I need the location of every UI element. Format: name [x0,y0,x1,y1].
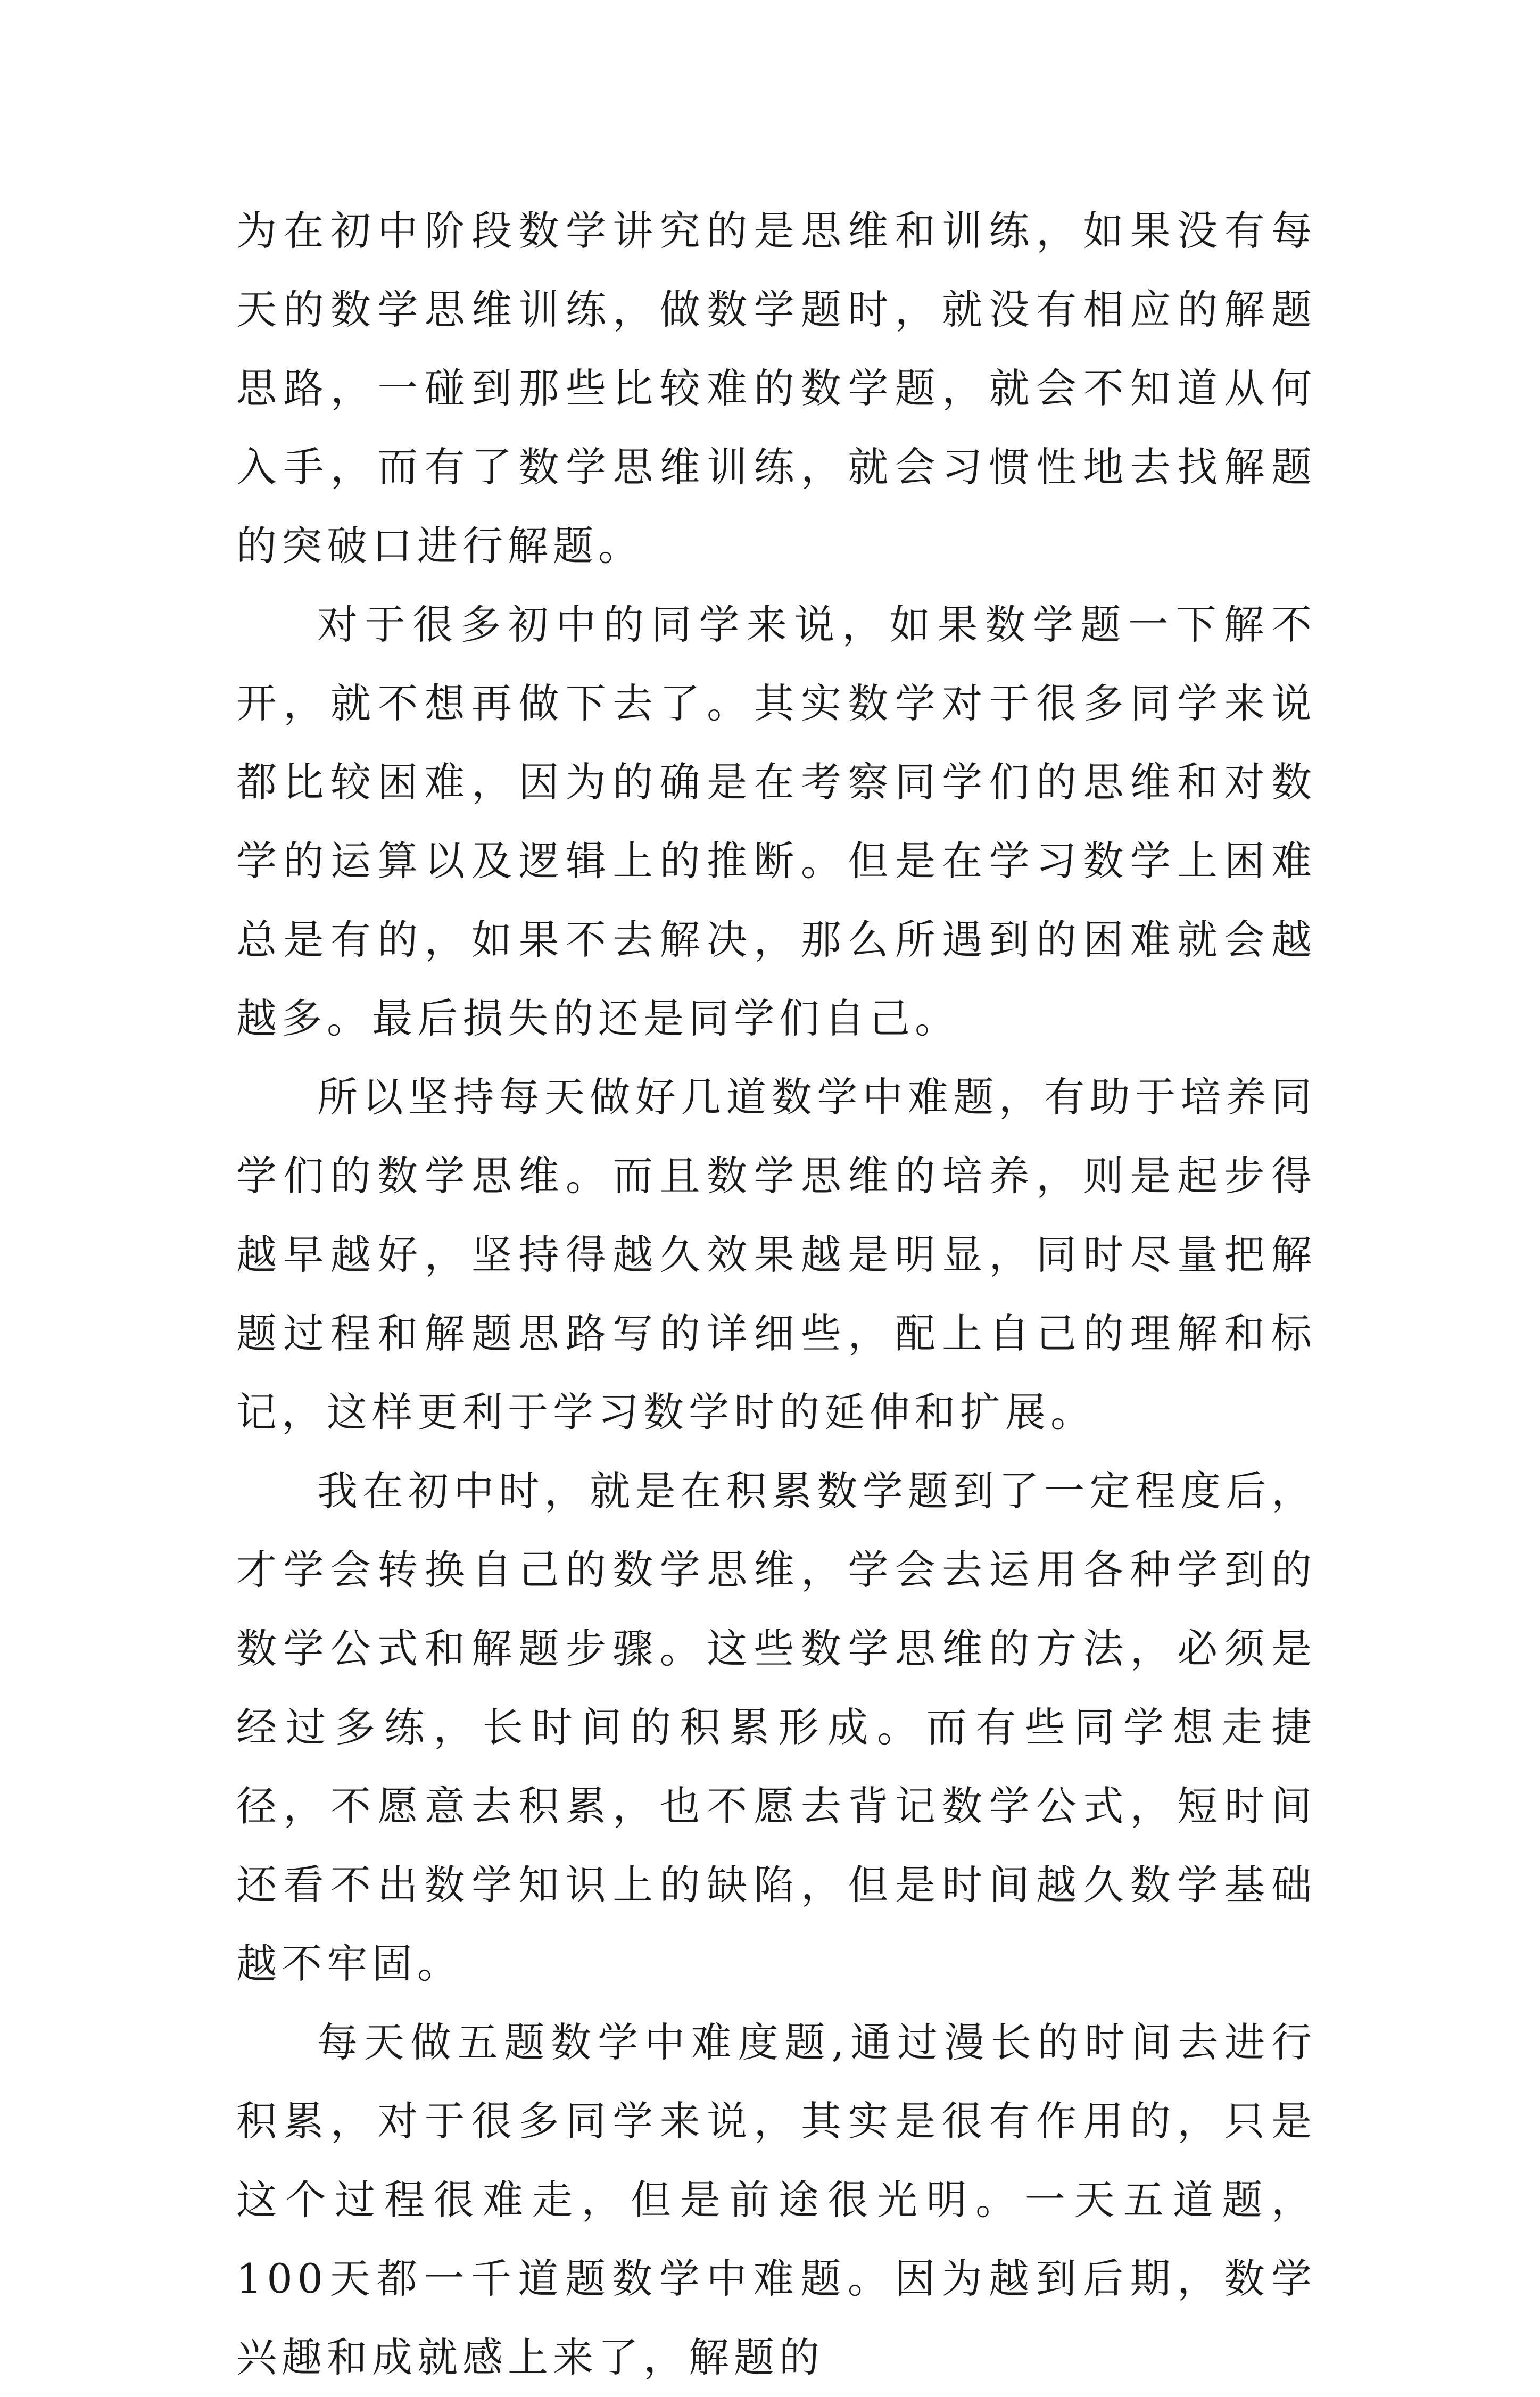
paragraph-5: 每天做五题数学中难度题,通过漫长的时间去进行积累，对于很多同学来说，其实是很有作用的，只是这个过程很难走，但是前途很光明。一天五道题，100天都一千道题数学中难题。因为越到后期，数学兴趣和成就感上来了，解题的 [236,2019,1317,2381]
body-text [236,192,1317,2397]
paragraph-2: 对于很多初中的同学来说，如果数学题一下解不开，就不想再做下去了。其实数学对于很多同学来说都比较困难，因为的确是在考察同学们的思维和对数学的运算以及逻辑上的推断。但是在学习数学上困难总是有的，如果不去解决，那么所遇到的困难就会越越多。最后损失的还是同学们自己。 [236,601,1317,1042]
paragraph-3: 所以坚持每天做好几道数学中难题，有助于培养同学们的数学思维。而且数学思维的培养，则是起步得越早越好，坚持得越久效果越是明显，同时尽量把解题过程和解题思路写的详细些，配上自己的理解和标记，这样更利于学习数学时的延伸和扩展。 [236,1073,1317,1436]
paragraph-4: 我在初中时，就是在积累数学题到了一定程度后，才学会转换自己的数学思维，学会去运用各种学到的数学公式和解题步骤。这些数学思维的方法，必须是经过多练，长时间的积累形成。而有些同学想走捷径，不愿意去积累，也不愿去背记数学公式，短时间还看不出数学知识上的缺陷，但是时间越久数学基础越不牢固。 [236,1467,1317,1987]
paragraph-1: 为在初中阶段数学讲究的是思维和训练，如果没有每天的数学思维训练，做数学题时，就没有相应的解题思路，一碰到那些比较难的数学题，就会不知道从何入手，而有了数学思维训练，就会习惯性地去找解题的突破口进行解题。 [236,207,1317,569]
